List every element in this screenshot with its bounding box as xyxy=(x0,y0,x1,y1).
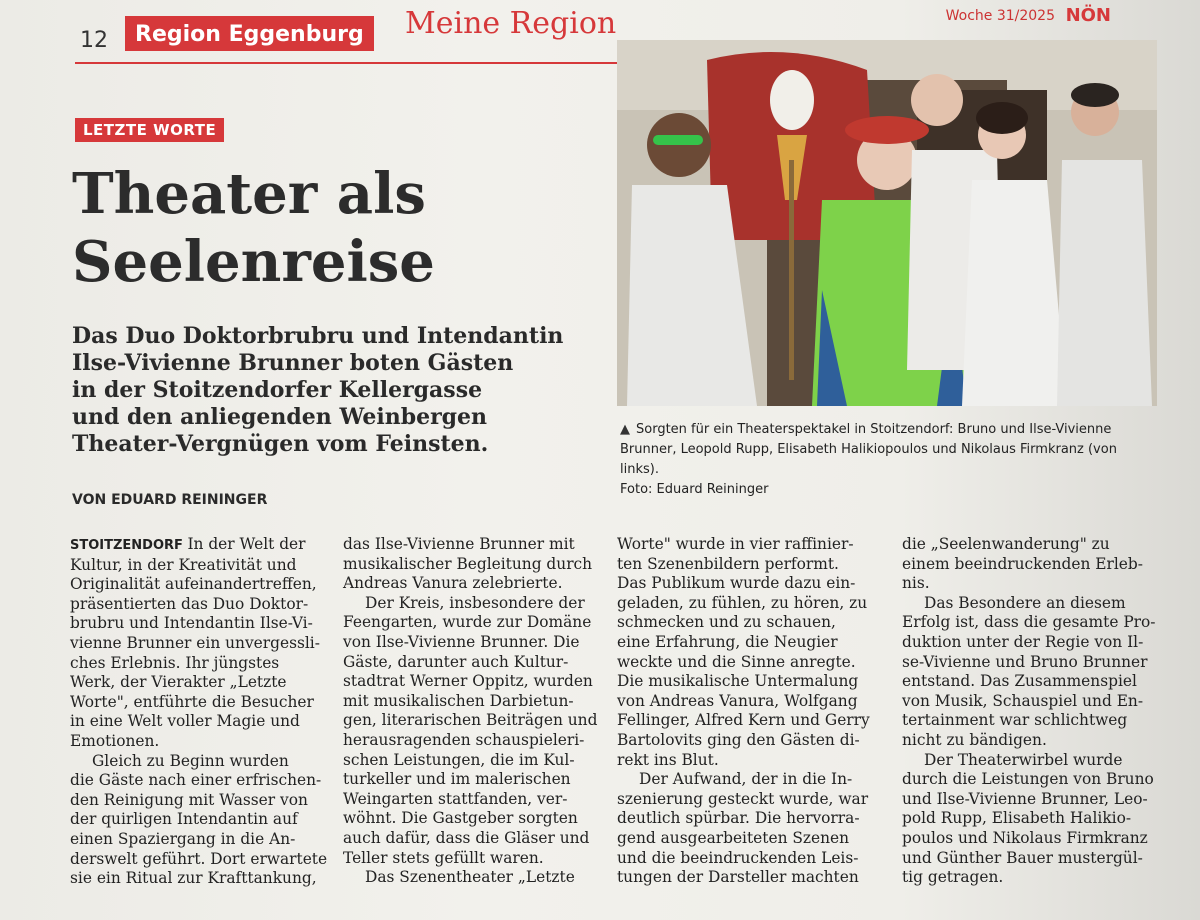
photo-caption xyxy=(620,420,1150,500)
body-text-line: einem beeindruckenden Erleb- xyxy=(902,554,1143,573)
body-text-line: in eine Welt voller Magie und xyxy=(70,712,300,731)
body-text-line: das Ilse-Vivienne Brunner mit xyxy=(343,535,575,553)
body-text-line: pold Rupp, Elisabeth Halikio- xyxy=(902,809,1132,828)
body-text-line: brubru und Intendantin Ilse-Vi- xyxy=(70,614,313,633)
body-text-line: wöhnt. Die Gastgeber sorgten xyxy=(343,809,578,828)
body-text-line: Gleich zu Beginn wurden xyxy=(92,751,289,770)
body-text-line: deutlich spürbar. Die hervorra- xyxy=(617,809,860,828)
body-text-line: der quirligen Intendantin auf xyxy=(70,810,298,829)
article-kicker: LETZTE WORTE xyxy=(75,118,224,142)
body-text-line: schen Leistungen, die im Kul- xyxy=(343,750,575,769)
body-text-line: derswelt geführt. Dort erwartete xyxy=(70,849,328,868)
body-text-line: von Andreas Vanura, Wolfgang xyxy=(617,691,858,710)
photo-illustration xyxy=(617,40,1157,406)
body-text-line: Der Theaterwirbel wurde xyxy=(924,750,1123,769)
section-title: Meine Region xyxy=(405,6,617,41)
body-text-line: herausragenden schauspieleri- xyxy=(343,730,585,749)
region-tag: Region Eggenburg xyxy=(125,16,374,51)
body-text-line: nis. xyxy=(902,574,930,593)
body-text-line: einen Spaziergang in die An- xyxy=(70,829,296,848)
body-text-line: geladen, zu fühlen, zu hören, zu xyxy=(617,593,868,612)
body-text-line: Gäste, darunter auch Kultur- xyxy=(343,652,569,671)
body-text-line: tungen der Darsteller machten xyxy=(617,868,859,887)
body-text-line: die Gäste nach einer erfrischen- xyxy=(70,771,322,790)
body-text-line: STOITZENDORF In der Welt der xyxy=(70,535,306,553)
publication-logo: NÖN xyxy=(1065,5,1111,26)
body-text-line: und die beeindruckenden Leis- xyxy=(617,848,859,867)
body-text-line: schmecken und zu schauen, xyxy=(617,613,836,632)
body-text-line: Kultur, in der Kreativität und xyxy=(70,555,297,574)
caption-arrow-icon: ▲ xyxy=(620,422,630,437)
body-text-line: Teller stets gefüllt waren. xyxy=(343,848,544,867)
body-text-line: tertainment war schlichtweg xyxy=(902,711,1128,730)
body-text-line: den Reinigung mit Wasser von xyxy=(70,790,308,809)
photo-credit: Foto: Eduard Reininger xyxy=(620,482,769,497)
body-text-line: Das Besondere an diesem xyxy=(924,593,1126,612)
lead-line: Theater-Vergnügen vom Feinsten. xyxy=(72,431,489,457)
article-photo xyxy=(617,40,1157,406)
body-text-line: duktion unter der Regie von Il- xyxy=(902,632,1144,651)
body-text-line: gend ausgearbeiteten Szenen xyxy=(617,828,850,847)
body-text-line: Emotionen. xyxy=(70,731,160,750)
body-text-line: se-Vivienne und Bruno Brunner xyxy=(902,652,1148,671)
body-text-line: Der Aufwand, der in die In- xyxy=(639,770,853,789)
body-text-line: nicht zu bändigen. xyxy=(902,730,1047,749)
body-text-line: auch dafür, dass die Gläser und xyxy=(343,828,590,847)
article-column-4 xyxy=(902,535,1164,888)
body-text-line: Weingarten stattfanden, ver- xyxy=(343,789,568,808)
lead-line: Ilse-Vivienne Brunner boten Gästen xyxy=(72,350,514,376)
body-text-line: Andreas Vanura zelebrierte. xyxy=(343,574,563,593)
caption-text: Sorgten für ein Theaterspektakel in Stoitzendorf: Bruno und Ilse-Vivienne Brunner, Leopold Rupp, Elisabeth Halikiopoulos und Nikolaus Firmkranz (von links). xyxy=(620,422,1117,477)
article-lead xyxy=(72,323,592,458)
body-text-line: musikalischer Begleitung durch xyxy=(343,554,593,573)
body-text-line: Werk, der Vierakter „Letzte xyxy=(70,673,287,692)
body-text-line: von Ilse-Vivienne Brunner. Die xyxy=(343,632,580,651)
body-text-line: Der Kreis, insbesondere der xyxy=(365,593,585,612)
body-text-line: Originalität aufeinandertreffen, xyxy=(70,575,317,594)
body-text-line: und Günther Bauer mustergül- xyxy=(902,848,1143,867)
body-text-line: präsentierten das Duo Doktor- xyxy=(70,594,309,613)
article-column-2 xyxy=(343,535,605,888)
page-number: 12 xyxy=(80,28,108,53)
body-text-line: vienne Brunner ein unvergessli- xyxy=(70,633,320,652)
body-text-line: Das Szenentheater „Letzte xyxy=(365,868,575,887)
body-text-line: Erfolg ist, dass die gesamte Pro- xyxy=(902,613,1156,632)
article-column-3 xyxy=(617,535,879,888)
body-text-line: Die musikalische Untermalung xyxy=(617,672,859,691)
body-text-line: Worte" wurde in vier raffinier- xyxy=(617,535,854,553)
body-text-line: gen, literarischen Beiträgen und xyxy=(343,711,598,730)
body-text-line: stadtrat Werner Oppitz, wurden xyxy=(343,672,593,691)
body-text-line: Fellinger, Alfred Kern und Gerry xyxy=(617,711,870,730)
body-text-line: szenierung gesteckt wurde, war xyxy=(617,789,869,808)
lead-line: und den anliegenden Weinbergen xyxy=(72,404,488,430)
body-text-line: Das Publikum wurde dazu ein- xyxy=(617,574,856,593)
body-text-line: entstand. Das Zusammenspiel xyxy=(902,672,1137,691)
body-text-line: ten Szenenbildern performt. xyxy=(617,554,839,573)
body-text-line: Bartolovits ging den Gästen di- xyxy=(617,730,860,749)
body-text-line: weckte und die Sinne anregte. xyxy=(617,652,856,671)
body-text-line: von Musik, Schauspiel und En- xyxy=(902,691,1144,710)
body-text-line: eine Erfahrung, die Neugier xyxy=(617,632,838,651)
body-text-line: und Ilse-Vivienne Brunner, Leo- xyxy=(902,789,1148,808)
body-text-line: turkeller und im malerischen xyxy=(343,770,571,789)
headline-line: Theater als xyxy=(72,161,426,227)
issue-week: Woche 31/2025 xyxy=(945,8,1055,24)
body-text-line: Worte", entführte die Besucher xyxy=(70,692,314,711)
body-text-line: mit musikalischen Darbietun- xyxy=(343,691,574,710)
body-text-line: sie ein Ritual zur Krafttankung, xyxy=(70,869,317,888)
body-text-line: Feengarten, wurde zur Domäne xyxy=(343,613,592,632)
article-column-1 xyxy=(70,535,332,889)
dateline: STOITZENDORF xyxy=(70,538,188,553)
body-text-line: tig getragen. xyxy=(902,868,1004,887)
body-text-line: durch die Leistungen von Bruno xyxy=(902,770,1154,789)
article-headline xyxy=(72,160,592,296)
headline-line: Seelenreise xyxy=(72,229,435,295)
body-text-line: die „Seelenwanderung" zu xyxy=(902,535,1110,553)
body-text-line: ches Erlebnis. Ihr jüngstes xyxy=(70,653,280,672)
lead-line: Das Duo Doktorbrubru und Intendantin xyxy=(72,323,564,349)
body-text-line: poulos und Nikolaus Firmkranz xyxy=(902,828,1148,847)
lead-line: in der Stoitzendorfer Kellergasse xyxy=(72,377,483,403)
article-byline: VON EDUARD REININGER xyxy=(72,492,268,508)
body-text-line: rekt ins Blut. xyxy=(617,750,719,769)
